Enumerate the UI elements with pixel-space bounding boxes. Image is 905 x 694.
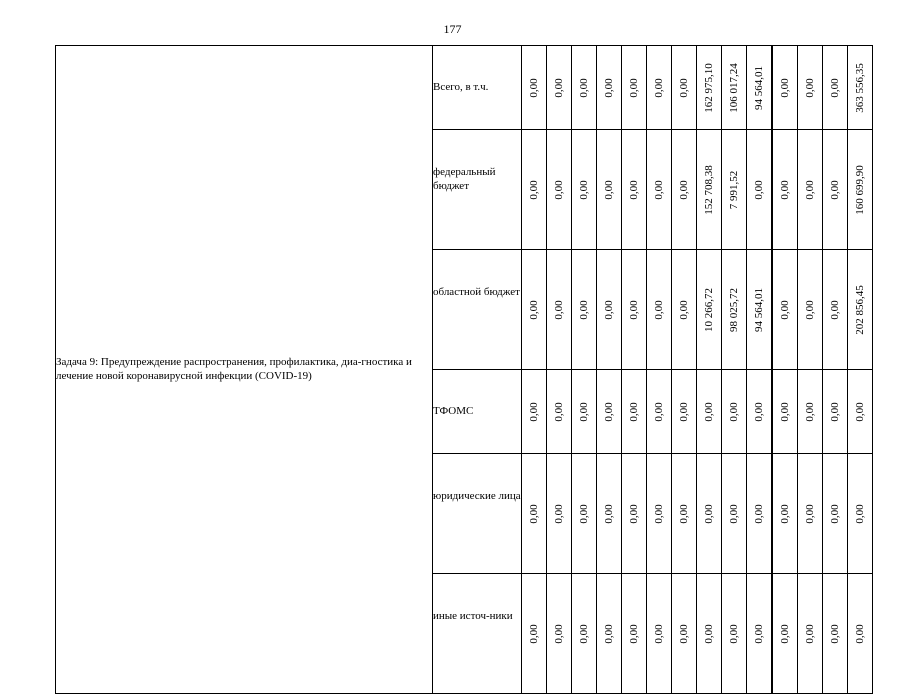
value-cell [522, 250, 547, 370]
value-text: 202 856,45 [854, 284, 866, 335]
value-text: 0,00 [829, 623, 841, 644]
value-cell [697, 250, 722, 370]
value-cell [672, 130, 697, 250]
value-cell [622, 130, 647, 250]
value-text: 0,00 [628, 299, 640, 320]
value-text: 0,00 [553, 299, 565, 320]
value-cell [848, 574, 873, 694]
value-cell [547, 370, 572, 454]
value-text: 0,00 [653, 77, 665, 98]
value-text: 0,00 [753, 623, 765, 644]
value-cell [747, 130, 773, 250]
value-text: 0,00 [804, 299, 816, 320]
value-text: 0,00 [728, 503, 740, 524]
value-text: 0,00 [678, 77, 690, 98]
value-text: 0,00 [753, 503, 765, 524]
value-cell [772, 250, 798, 370]
value-text: 0,00 [779, 401, 791, 422]
value-text: 0,00 [854, 623, 866, 644]
value-cell [597, 370, 622, 454]
value-cell [622, 46, 647, 130]
value-cell [547, 130, 572, 250]
funding-source: федеральный бюджет [433, 130, 522, 250]
value-text: 0,00 [528, 179, 540, 200]
value-cell [848, 46, 873, 130]
value-cell [697, 370, 722, 454]
value-text: 0,00 [678, 503, 690, 524]
value-cell [522, 370, 547, 454]
value-text: 0,00 [628, 401, 640, 422]
value-text: 0,00 [653, 503, 665, 524]
value-cell [848, 130, 873, 250]
value-cell [572, 370, 597, 454]
value-text: 0,00 [553, 503, 565, 524]
funding-source: юридические лица [433, 454, 522, 574]
value-text: 0,00 [553, 623, 565, 644]
value-text: 0,00 [678, 179, 690, 200]
value-text: 0,00 [628, 623, 640, 644]
funding-source: областной бюджет [433, 250, 522, 370]
value-text: 0,00 [578, 401, 590, 422]
value-text: 0,00 [578, 623, 590, 644]
value-text: 0,00 [804, 401, 816, 422]
value-text: 0,00 [678, 623, 690, 644]
value-cell [747, 370, 773, 454]
value-cell [722, 370, 747, 454]
value-cell [647, 250, 672, 370]
value-cell [572, 454, 597, 574]
value-cell [823, 370, 848, 454]
value-cell [572, 574, 597, 694]
value-cell [522, 46, 547, 130]
value-text: 0,00 [829, 179, 841, 200]
value-text: 0,00 [628, 179, 640, 200]
task-label: Задача 9: Предупреждение распространения, профилактика, диа-гностика и лечение новой коронавирусной инфекции (COVID-19) [56, 46, 433, 694]
value-cell [697, 46, 722, 130]
value-text: 0,00 [804, 503, 816, 524]
value-cell [572, 130, 597, 250]
value-cell [772, 130, 798, 250]
value-text: 0,00 [628, 77, 640, 98]
value-cell [697, 454, 722, 574]
value-text: 0,00 [854, 401, 866, 422]
value-text: 0,00 [553, 401, 565, 422]
value-text: 0,00 [553, 77, 565, 98]
value-text: 0,00 [829, 401, 841, 422]
value-text: 0,00 [578, 299, 590, 320]
funding-source: ТФОМС [433, 370, 522, 454]
value-text: 0,00 [728, 401, 740, 422]
value-text: 0,00 [779, 77, 791, 98]
value-cell [848, 370, 873, 454]
value-cell [547, 454, 572, 574]
value-cell [622, 454, 647, 574]
value-cell [772, 454, 798, 574]
value-text: 0,00 [528, 503, 540, 524]
value-text: 0,00 [703, 401, 715, 422]
value-text: 0,00 [653, 623, 665, 644]
value-text: 0,00 [779, 623, 791, 644]
value-text: 0,00 [703, 623, 715, 644]
value-cell [747, 574, 773, 694]
value-cell [522, 574, 547, 694]
value-text: 162 975,10 [703, 62, 715, 113]
value-cell [747, 250, 773, 370]
funding-source: иные источ-ники [433, 574, 522, 694]
value-cell [597, 574, 622, 694]
value-cell [672, 46, 697, 130]
value-text: 0,00 [653, 179, 665, 200]
page-number: 177 [443, 22, 462, 36]
value-cell [722, 574, 747, 694]
value-text: 0,00 [829, 299, 841, 320]
value-cell [672, 250, 697, 370]
value-cell [722, 46, 747, 130]
value-cell [848, 454, 873, 574]
value-cell [622, 574, 647, 694]
value-cell [622, 370, 647, 454]
value-text: 0,00 [829, 503, 841, 524]
value-text: 0,00 [603, 401, 615, 422]
table-row [56, 46, 873, 130]
value-cell [798, 46, 823, 130]
value-cell [722, 250, 747, 370]
value-text: 0,00 [603, 77, 615, 98]
value-text: 10 266,72 [703, 287, 715, 332]
value-cell [798, 370, 823, 454]
value-cell [747, 46, 773, 130]
value-cell [722, 130, 747, 250]
value-text: 0,00 [804, 77, 816, 98]
value-text: 0,00 [703, 503, 715, 524]
value-text: 0,00 [779, 179, 791, 200]
value-cell [823, 454, 848, 574]
value-cell [572, 250, 597, 370]
value-text: 106 017,24 [728, 62, 740, 113]
value-cell [772, 574, 798, 694]
value-text: 0,00 [528, 623, 540, 644]
value-text: 0,00 [578, 503, 590, 524]
value-text: 0,00 [578, 179, 590, 200]
value-text: 0,00 [578, 77, 590, 98]
value-text: 160 699,90 [854, 164, 866, 215]
value-text: 0,00 [603, 503, 615, 524]
value-cell [798, 130, 823, 250]
value-text: 0,00 [603, 623, 615, 644]
value-text: 0,00 [779, 503, 791, 524]
value-cell [647, 370, 672, 454]
value-cell [522, 130, 547, 250]
value-cell [572, 46, 597, 130]
value-cell [823, 574, 848, 694]
value-cell [798, 574, 823, 694]
value-text: 94 564,01 [753, 65, 765, 110]
value-cell [823, 46, 848, 130]
value-cell [597, 130, 622, 250]
value-cell [798, 454, 823, 574]
value-text: 0,00 [678, 299, 690, 320]
value-text: 0,00 [528, 77, 540, 98]
value-text: 0,00 [829, 77, 841, 98]
value-cell [697, 574, 722, 694]
value-text: 0,00 [678, 401, 690, 422]
value-text: 0,00 [553, 179, 565, 200]
value-cell [647, 46, 672, 130]
value-text: 0,00 [804, 179, 816, 200]
value-cell [622, 250, 647, 370]
value-cell [747, 454, 773, 574]
value-cell [798, 250, 823, 370]
value-cell [772, 46, 798, 130]
value-cell [647, 574, 672, 694]
value-cell [823, 250, 848, 370]
value-cell [697, 130, 722, 250]
value-text: 363 556,35 [854, 62, 866, 113]
funding-source: Всего, в т.ч. [433, 46, 522, 130]
value-cell [848, 250, 873, 370]
value-cell [672, 370, 697, 454]
value-text: 98 025,72 [728, 287, 740, 332]
value-cell [672, 454, 697, 574]
value-cell [547, 250, 572, 370]
value-text: 0,00 [603, 299, 615, 320]
value-text: 0,00 [728, 623, 740, 644]
value-text: 94 564,01 [753, 287, 765, 332]
value-text: 0,00 [753, 401, 765, 422]
value-cell [672, 574, 697, 694]
value-text: 0,00 [753, 179, 765, 200]
value-cell [547, 46, 572, 130]
value-cell [522, 454, 547, 574]
value-text: 0,00 [628, 503, 640, 524]
value-text: 152 708,38 [703, 164, 715, 215]
value-cell [647, 454, 672, 574]
value-text: 0,00 [653, 299, 665, 320]
value-text: 0,00 [528, 401, 540, 422]
value-text: 0,00 [804, 623, 816, 644]
value-cell [772, 370, 798, 454]
value-cell [597, 250, 622, 370]
value-cell [597, 454, 622, 574]
value-text: 0,00 [779, 299, 791, 320]
value-text: 0,00 [528, 299, 540, 320]
value-text: 0,00 [603, 179, 615, 200]
value-cell [597, 46, 622, 130]
value-cell [647, 130, 672, 250]
value-cell [547, 574, 572, 694]
value-text: 0,00 [653, 401, 665, 422]
value-cell [823, 130, 848, 250]
budget-table [55, 45, 873, 694]
value-text: 7 991,52 [728, 170, 740, 209]
value-cell [722, 454, 747, 574]
value-text: 0,00 [854, 503, 866, 524]
